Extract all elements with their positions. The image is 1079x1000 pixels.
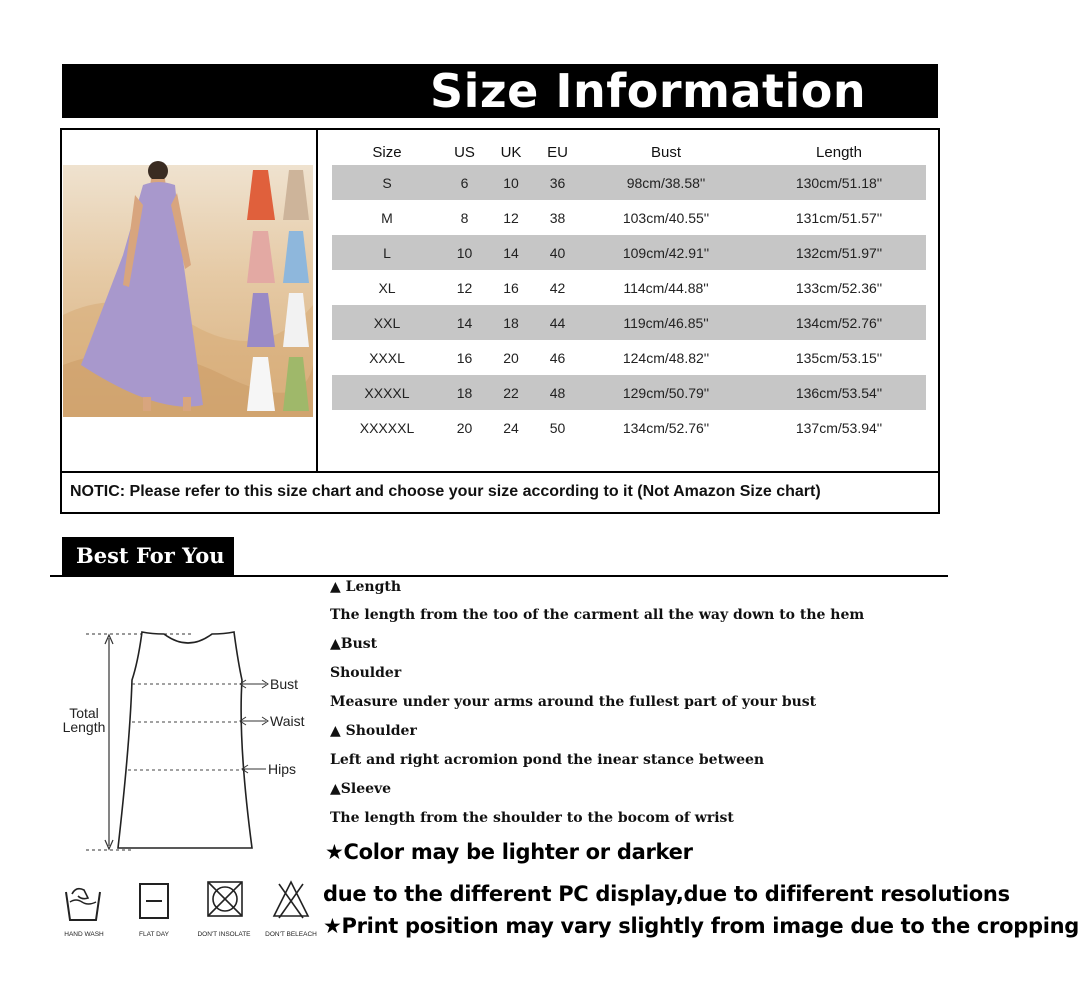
- do-not-bleach-icon: [262, 878, 320, 940]
- shoulder-description: Left and right acromion pond the inear stance between: [330, 752, 765, 768]
- table-cell: 129cm/50.79'': [580, 375, 752, 410]
- table-cell: 135cm/53.15'': [795, 349, 883, 366]
- table-cell: 18: [487, 305, 535, 340]
- table-cell: 36: [535, 165, 580, 200]
- table-cell: XXXXL: [332, 375, 442, 410]
- table-cell: 24: [503, 419, 519, 436]
- product-photo: [63, 165, 313, 417]
- table-cell: 50: [549, 419, 566, 436]
- measurement-diagram: [52, 622, 322, 854]
- length-description: The length from the too of the carment all the way down to the hem: [330, 607, 865, 623]
- table-row: [332, 410, 926, 445]
- table-cell: 132cm/51.97'': [752, 235, 926, 270]
- flat-dry-icon: [127, 878, 181, 940]
- table-cell: 48: [535, 375, 580, 410]
- table-cell: 12: [503, 209, 519, 226]
- do-not-tumble-dry-icon: [193, 878, 255, 940]
- table-cell: 20: [503, 349, 519, 366]
- table-cell: 22: [487, 375, 535, 410]
- table-cell: 134cm/52.76'': [752, 305, 926, 340]
- table-cell: S: [332, 165, 442, 200]
- table-cell: 137cm/53.94'': [795, 419, 883, 436]
- table-cell: 8: [460, 209, 469, 226]
- svg-text:DON'T INSOLATE: DON'T INSOLATE: [197, 931, 251, 938]
- table-cell: 16: [456, 349, 473, 366]
- table-cell: 40: [535, 235, 580, 270]
- table-cell: 130cm/51.18'': [752, 165, 926, 200]
- table-cell: 18: [442, 375, 487, 410]
- print-note: ★Print position may vary slightly from image due to the cropping: [323, 914, 1079, 938]
- column-header: US: [454, 144, 475, 161]
- svg-text:FLAT DAY: FLAT DAY: [139, 931, 169, 938]
- table-cell: 136cm/53.54'': [752, 375, 926, 410]
- svg-text:HAND WASH: HAND WASH: [64, 931, 104, 938]
- table-row: [332, 200, 926, 235]
- bust-label: Bust: [270, 676, 299, 692]
- table-cell: 114cm/44.88'': [623, 279, 709, 296]
- table-cell: 14: [487, 235, 535, 270]
- column-header: EU: [547, 144, 568, 161]
- table-cell: 14: [442, 305, 487, 340]
- table-row: [332, 375, 926, 410]
- table-cell: 103cm/40.55'': [622, 209, 710, 226]
- table-cell: 133cm/52.36'': [795, 279, 883, 296]
- sleeve-description: The length from the shoulder to the bocom of wrist: [330, 810, 734, 826]
- table-cell: 20: [456, 419, 473, 436]
- column-header: Length: [816, 144, 862, 161]
- size-table: [332, 140, 926, 445]
- sleeve-heading: ▲Sleeve: [330, 781, 392, 797]
- table-cell: 124cm/48.82'': [622, 349, 710, 366]
- table-cell: 6: [442, 165, 487, 200]
- table-cell: 12: [456, 279, 473, 296]
- size-notice: NOTIC: Please refer to this size chart and choose your size according to it (Not Amazon Size chart): [70, 483, 821, 500]
- color-note: ★Color may be lighter or darker: [325, 840, 693, 864]
- hips-label: Hips: [268, 761, 297, 777]
- table-cell: XXXL: [369, 349, 405, 366]
- table-cell: 98cm/38.58'': [580, 165, 752, 200]
- table-cell: 42: [549, 279, 566, 296]
- table-cell: 38: [549, 209, 566, 226]
- table-row: [332, 235, 926, 270]
- table-cell: L: [332, 235, 442, 270]
- table-row: [332, 340, 926, 375]
- table-row: [332, 165, 926, 200]
- column-header: Bust: [650, 144, 681, 161]
- table-cell: M: [381, 209, 393, 226]
- table-cell: 16: [503, 279, 519, 296]
- table-row: [332, 270, 926, 305]
- shoulder-subheading: Shoulder: [330, 665, 402, 681]
- divider: [60, 471, 940, 473]
- total-length-label: Total: [69, 705, 99, 721]
- bust-heading: ▲Bust: [330, 636, 378, 652]
- display-note: due to the different PC display,due to dififerent resolutions: [323, 882, 1010, 906]
- table-cell: 46: [549, 349, 566, 366]
- page-title: Size Information: [430, 64, 867, 118]
- waist-label: Waist: [270, 713, 305, 729]
- table-cell: XXL: [332, 305, 442, 340]
- divider: [50, 575, 948, 577]
- table-cell: XL: [378, 279, 396, 296]
- shoulder-heading: ▲ Shoulder: [330, 723, 417, 739]
- section-title: Best For You: [76, 543, 225, 568]
- table-cell: XXXXXL: [359, 419, 415, 436]
- table-cell: 134cm/52.76'': [622, 419, 710, 436]
- table-cell: 109cm/42.91'': [580, 235, 752, 270]
- column-header: Size: [372, 144, 402, 161]
- table-cell: 10: [487, 165, 535, 200]
- svg-text:DON'T BELEACH: DON'T BELEACH: [265, 931, 317, 938]
- table-cell: 119cm/46.85'': [580, 305, 752, 340]
- table-cell: 10: [442, 235, 487, 270]
- hand-wash-icon: [58, 878, 110, 940]
- length-heading: ▲ Length: [330, 579, 402, 595]
- column-header: UK: [500, 144, 522, 161]
- bust-description: Measure under your arms around the fullest part of your bust: [330, 694, 817, 710]
- total-length-label: Length: [62, 719, 106, 735]
- divider: [316, 130, 318, 472]
- table-cell: 44: [535, 305, 580, 340]
- table-header-row: [332, 140, 926, 165]
- table-cell: 131cm/51.57'': [795, 209, 883, 226]
- table-row: [332, 305, 926, 340]
